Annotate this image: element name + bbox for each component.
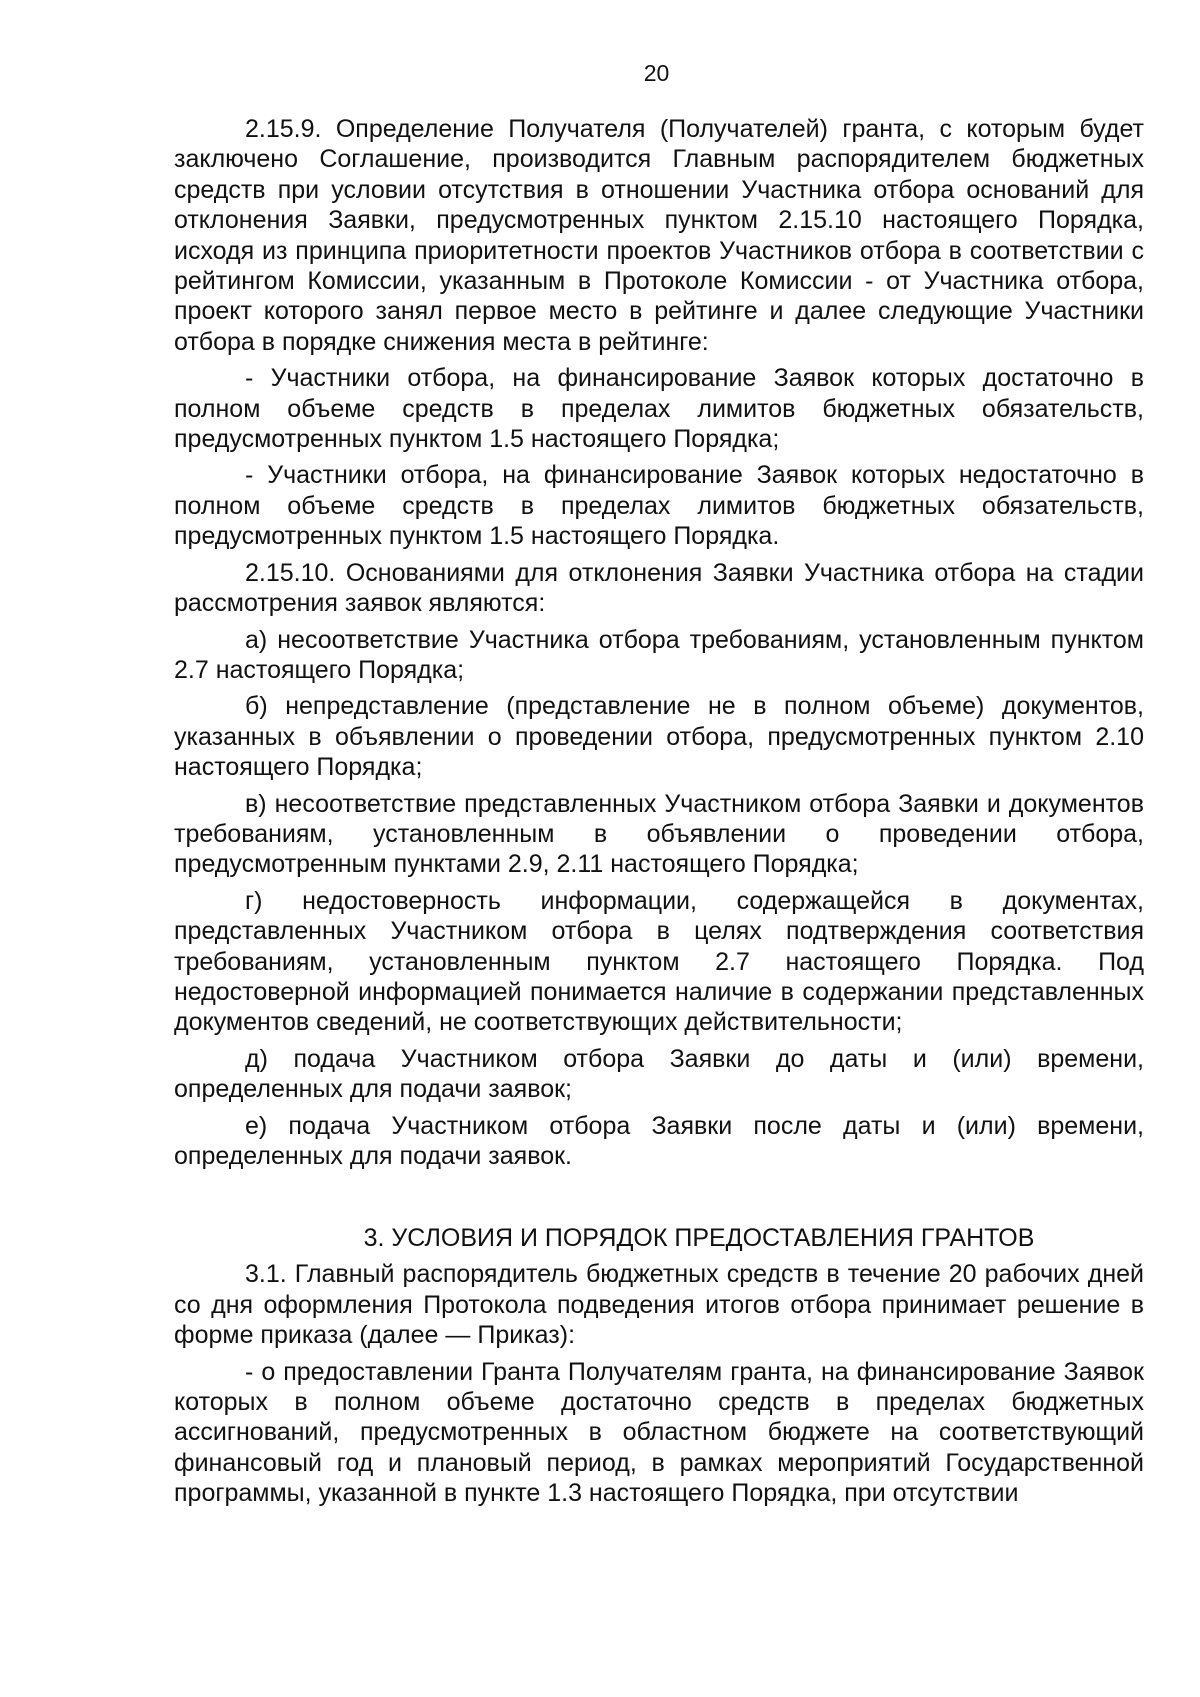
rejection-ground-b: б) непредставление (представление не в полном объеме) документов, указанных в объявлении о проведении отбора, предусмотренных пунктом 2.10 настоящего Порядка; [174, 692, 1144, 782]
page-number: 20 [643, 60, 670, 86]
rejection-ground-v: в) несоответствие представленных Участником отбора Заявки и документов требованиям, установленным в объявлении о проведении отбора, предусмотренным пунктами 2.9, 2.11 настоящего Порядка; [174, 789, 1144, 879]
rejection-ground-a: а) несоответствие Участника отбора требованиям, установленным пунктом 2.7 настоящего Порядка; [174, 625, 1144, 684]
document-body [174, 114, 1144, 1515]
list-item-insufficient-funding: - Участники отбора, на финансирование Заявок которых недостаточно в полном объеме средств в пределах лимитов бюджетных обязательств, предусмотренных пунктом 1.5 настоящего Порядка. [174, 461, 1144, 551]
rejection-ground-e: е) подача Участником отбора Заявки после даты и (или) времени, определенных для подачи заявок. [174, 1111, 1144, 1170]
paragraph-2-15-10: 2.15.10. Основаниями для отклонения Заявки Участника отбора на стадии рассмотрения заявок являются: [174, 558, 1144, 618]
rejection-ground-g: г) недостоверность информации, содержащейся в документах, представленных Участником отбора в целях подтверждения соответствия требованиям, установленным пунктом 2.7 настоящего Порядка. Под недостоверной информацией понимается наличие в содержании представленных документов сведений, не соответствующих действительности; [174, 886, 1144, 1037]
list-item-sufficient-funding: - Участники отбора, на финансирование Заявок которых достаточно в полном объеме средств в пределах лимитов бюджетных обязательств, предусмотренных пунктом 1.5 настоящего Порядка; [174, 364, 1144, 454]
rejection-ground-d: д) подача Участником отбора Заявки до даты и (или) времени, определенных для подачи заявок; [174, 1044, 1144, 1104]
paragraph-3-1: 3.1. Главный распорядитель бюджетных средств в течение 20 рабочих дней со дня оформления Протокола подведения итогов отбора принимает решение в форме приказа (далее — Приказ): [174, 1260, 1144, 1350]
list-item-grant-provision: - о предоставлении Гранта Получателям гранта, на финансирование Заявок которых в полном объеме достаточно средств в пределах бюджетных ассигнований, предусмотренных в областном бюджете на соответствующий финансовый год и плановый период, в рамках мероприятий Государственной программы, указанной в пункте 1.3 настоящего Порядка, при отсутствии [174, 1357, 1144, 1508]
section-heading: 3. УСЛОВИЯ И ПОРЯДОК ПРЕДОСТАВЛЕНИЯ ГРАНТОВ [363, 1224, 1035, 1253]
paragraph-2-15-9: 2.15.9. Определение Получателя (Получателей) гранта, с которым будет заключено Соглашение, производится Главным распорядителем бюджетных средств при условии отсутствия в отношении Участника отбора оснований для отклонения Заявки, предусмотренных пунктом 2.15.10 настоящего Порядка, исходя из принципа приоритетности проектов Участников отбора в соответствии с рейтингом Комиссии, указанным в Протоколе Комиссии - от Участника отбора, проект которого занял первое место в рейтинге и далее следующие Участники отбора в порядке снижения места в рейтинге: [174, 115, 1144, 356]
